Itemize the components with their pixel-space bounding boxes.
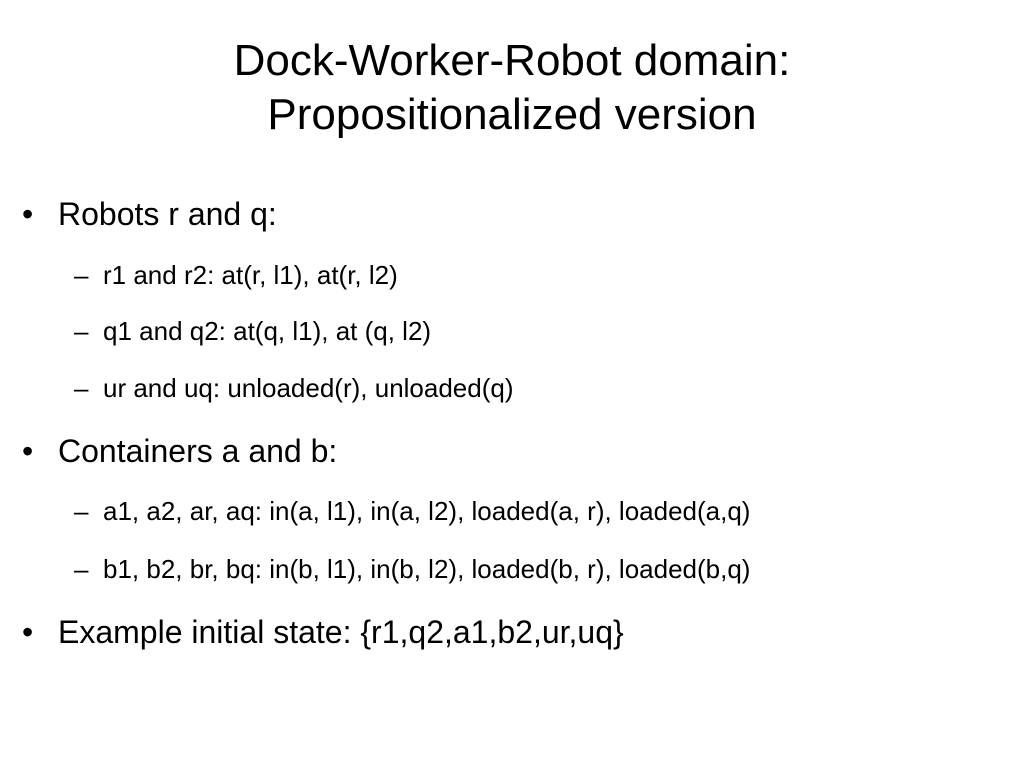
subbullet-marker: – — [74, 373, 89, 403]
subbullet-marker: – — [74, 496, 89, 526]
bullet-text: Example initial state: {r1,q2,a1,b2,ur,uq} — [58, 614, 624, 650]
subbullet-text: ur and uq: unloaded(r), unloaded(q) — [103, 373, 514, 403]
title-line-2: Propositionalized version — [267, 90, 757, 139]
slide-title — [0, 34, 1024, 142]
bullet-marker: • — [22, 433, 34, 469]
bullet-marker: • — [22, 196, 34, 232]
bullet-text: Robots r and q: — [58, 196, 277, 232]
subbullet-text: q1 and q2: at(q, l1), at (q, l2) — [103, 316, 432, 346]
subbullet-text: b1, b2, br, bq: in(b, l1), in(b, l2), loaded(b, r), loaded(b,q) — [103, 554, 751, 584]
subbullet-text: a1, a2, ar, aq: in(a, l1), in(a, l2), loaded(a, r), loaded(a,q) — [103, 496, 751, 526]
subbullet-marker: – — [74, 316, 89, 346]
bullet-text: Containers a and b: — [58, 433, 338, 469]
bullet-marker: • — [22, 614, 34, 650]
subbullet-marker: – — [74, 554, 89, 584]
title-line-1: Dock-Worker-Robot domain: — [233, 36, 791, 85]
subbullet-text: r1 and r2: at(r, l1), at(r, l2) — [103, 260, 398, 290]
subbullet-marker: – — [74, 260, 89, 290]
